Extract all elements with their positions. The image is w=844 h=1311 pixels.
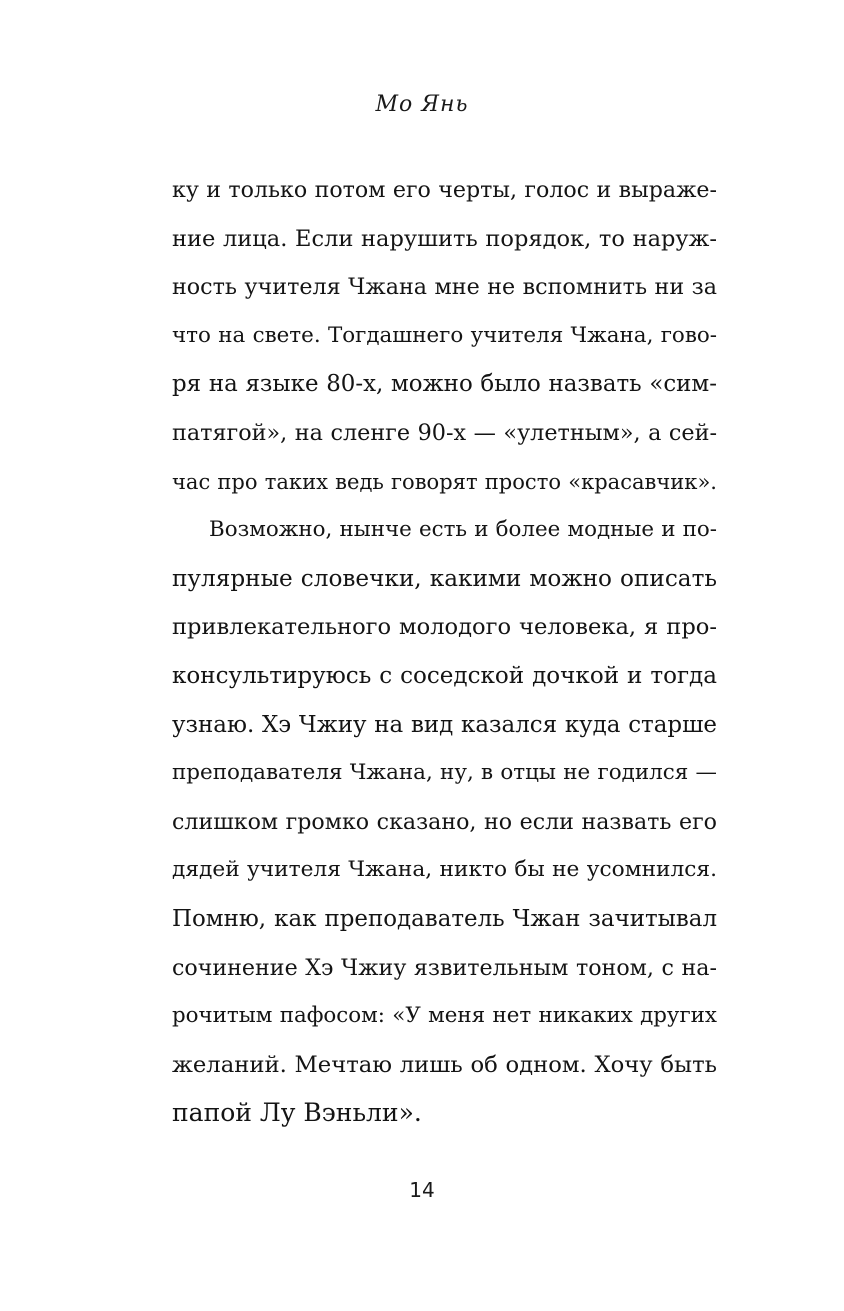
text-line: что на свете. Тогдашнего учителя Чжана, гово- <box>172 322 717 348</box>
text-line: преподавателя Чжана, ну, в отцы не годился — <box>172 760 717 786</box>
text-line: желаний. Мечтаю лишь об одном. Хочу быть <box>172 1051 717 1078</box>
text-line: сочинение Хэ Чжиу язвительным тоном, с на- <box>172 954 717 981</box>
text-line: ние лица. Если нарушить порядок, то наруж- <box>172 225 717 252</box>
text-line: рочитым пафосом: «У меня нет никаких других <box>172 1003 717 1029</box>
paragraph-1 <box>172 166 717 506</box>
text-line: пулярные словечки, какими можно описать <box>172 565 717 592</box>
running-head: Мо Янь <box>375 92 469 117</box>
text-line: Помню, как преподаватель Чжан зачитывал <box>172 905 717 932</box>
text-line: папой Лу Вэньли». <box>172 1098 422 1128</box>
paragraph-2 <box>172 506 717 1138</box>
text-line: узнаю. Хэ Чжиу на вид казался куда старше <box>172 711 717 738</box>
body-text <box>172 166 717 1138</box>
text-line: Возможно, нынче есть и более модные и по- <box>209 517 717 543</box>
page-number: 14 <box>409 1178 435 1202</box>
text-line: ность учителя Чжана мне не вспомнить ни за <box>172 274 717 301</box>
text-line: ку и только потом его черты, голос и выраже- <box>172 177 717 203</box>
text-line: слишком громко сказано, но если назвать его <box>172 808 717 835</box>
text-line: ря на языке 80-х, можно было назвать «сим- <box>172 371 717 398</box>
text-line: дядей учителя Чжана, никто бы не усомнился. <box>172 857 717 883</box>
text-line: патягой», на сленге 90-х — «улетным», а сей- <box>172 419 717 446</box>
text-line: час про таких ведь говорят просто «красавчик». <box>172 468 717 494</box>
text-line: привлекательного молодого человека, я про- <box>172 614 717 641</box>
text-line: консультируюсь с соседской дочкой и тогда <box>172 662 717 689</box>
